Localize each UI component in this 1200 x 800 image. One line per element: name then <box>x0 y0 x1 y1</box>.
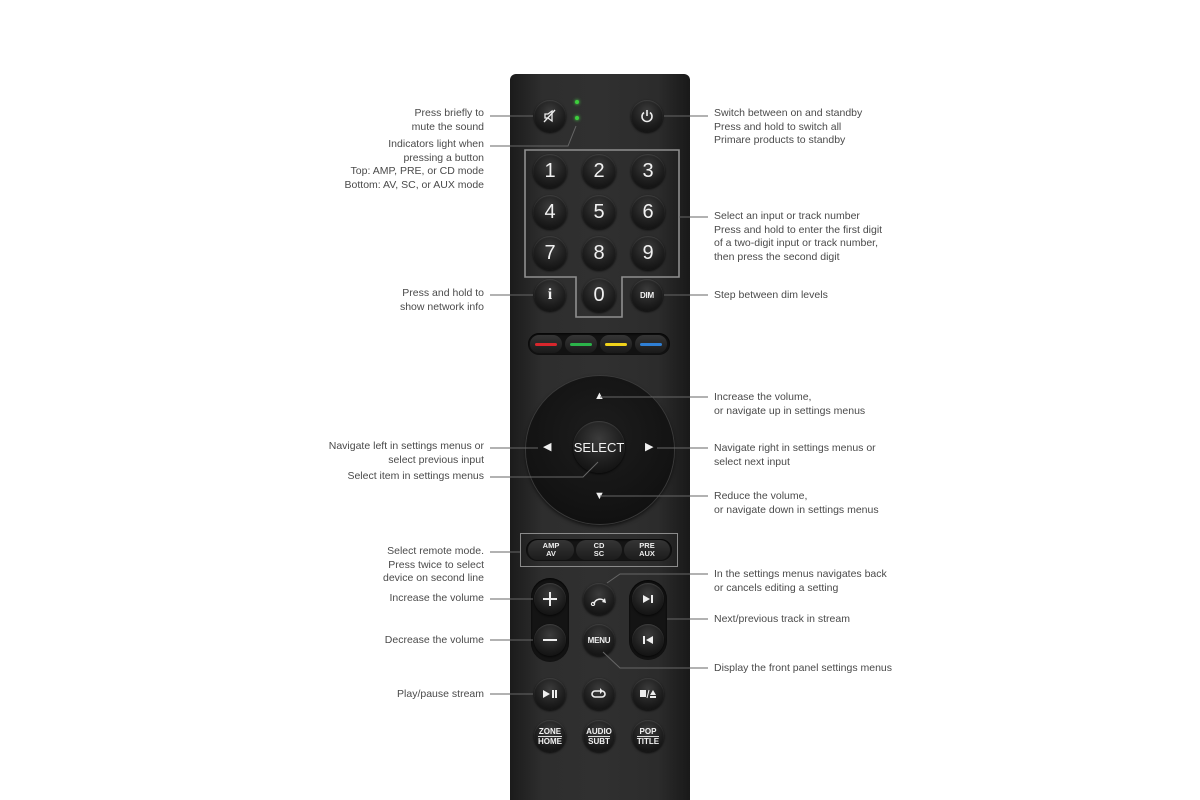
right-arrow-button[interactable]: ▶ <box>645 441 654 453</box>
play-note: Play/pause stream <box>397 688 484 700</box>
digit-3-button[interactable]: 3 <box>631 154 665 188</box>
volume-up-note: Increase the volume <box>389 592 484 604</box>
power-note: Switch between on and standby Press and hold to switch all Primare products to standby <box>714 107 863 146</box>
mode-pre-label: PRE <box>639 541 655 550</box>
mode-aux-label: AUX <box>639 549 655 558</box>
mute-note: Press briefly to mute the sound <box>411 107 484 133</box>
right-note: Navigate right in settings menus or select next input <box>714 442 876 468</box>
digit-9-button[interactable]: 9 <box>631 236 665 270</box>
numbers-note: Select an input or track number Press and hold to enter the first digit of a two-digit input or track number, then press the second digit <box>714 210 883 263</box>
left-note: Navigate left in settings menus or select previous input <box>328 440 484 466</box>
info-note: Press and hold to show network info <box>399 287 484 313</box>
home-label: HOME <box>538 736 562 746</box>
mode-cd-label: CD <box>593 541 605 550</box>
digit-0-button[interactable]: 0 <box>582 278 616 312</box>
indicators-note: Indicators light when pressing a button Top: AMP, PRE, or CD mode Bottom: AV, SC, or AUX mode <box>344 138 484 191</box>
back-note: In the settings menus navigates back or cancels editing a setting <box>714 568 887 594</box>
digit-4-button[interactable]: 4 <box>533 195 567 229</box>
volume-down-note: Decrease the volume <box>384 634 484 646</box>
mode-note: Select remote mode. Press twice to select device on second line <box>383 545 484 584</box>
digit-1-button[interactable]: 1 <box>533 154 567 188</box>
mode-av-label: AV <box>546 549 556 558</box>
digit-5-button[interactable]: 5 <box>582 195 616 229</box>
digit-6-button[interactable]: 6 <box>631 195 665 229</box>
audio-label: AUDIO <box>586 726 612 736</box>
down-note: Reduce the volume, or navigate down in settings menus <box>714 490 879 516</box>
menu-button[interactable]: MENU <box>583 624 615 656</box>
subt-label: SUBT <box>588 736 610 746</box>
select-button[interactable]: SELECT <box>573 421 625 473</box>
select-note: Select item in settings menus <box>347 470 484 482</box>
digit-2-button[interactable]: 2 <box>582 154 616 188</box>
left-arrow-button[interactable]: ◀ <box>543 441 552 453</box>
title-label: TITLE <box>636 736 660 746</box>
dim-button[interactable]: DIM <box>631 279 663 311</box>
pop-label: POP <box>639 726 657 736</box>
menu-note: Display the front panel settings menus <box>714 662 893 674</box>
down-arrow-button[interactable]: ▼ <box>594 490 605 502</box>
zone-label: ZONE <box>538 726 562 736</box>
info-button[interactable]: i <box>534 279 566 311</box>
dim-note: Step between dim levels <box>714 289 828 301</box>
track-note: Next/previous track in stream <box>714 613 850 625</box>
digit-8-button[interactable]: 8 <box>582 236 616 270</box>
up-note: Increase the volume, or navigate up in settings menus <box>714 391 866 417</box>
mode-amp-label: AMP <box>542 541 560 550</box>
up-arrow-button[interactable]: ▲ <box>594 390 605 402</box>
mode-sc-label: SC <box>593 549 605 558</box>
digit-7-button[interactable]: 7 <box>533 236 567 270</box>
